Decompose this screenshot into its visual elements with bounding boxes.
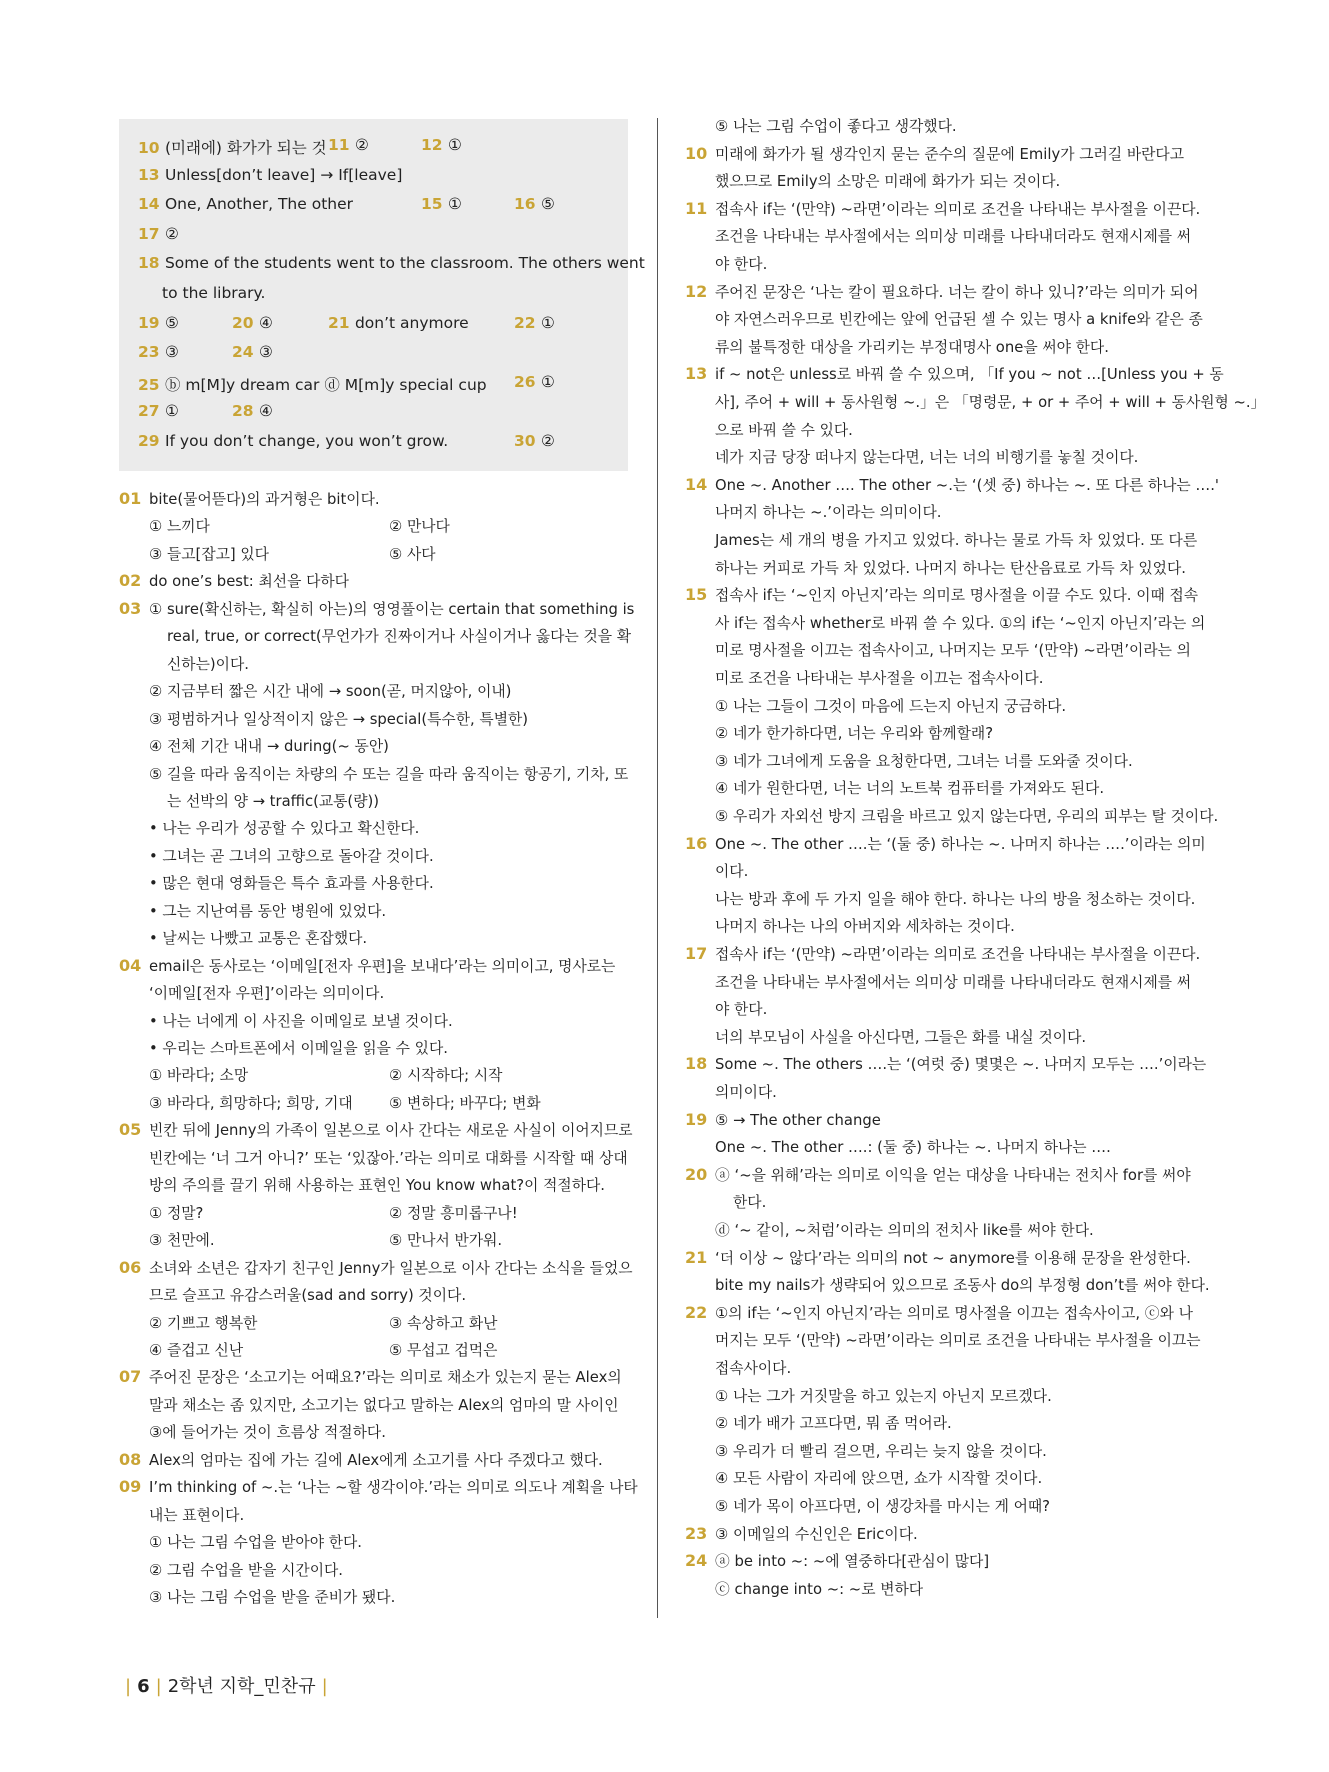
explanation-line: ④ 즐겁고 신난 <box>149 1341 244 1359</box>
explanation-line: 했으므로 Emily의 소망은 미래에 화가가 되는 것이다. <box>715 173 1061 191</box>
explanation-line: ⓓ ‘~ 같이, ~처럼’이라는 의미의 전치사 like를 써야 한다. <box>715 1222 1094 1239</box>
question-number: 02 <box>119 571 142 591</box>
explanation-line: 방의 주의를 끌기 위해 사용하는 표현인 You know what?이 적절하다. <box>149 1177 606 1195</box>
explanation-line: 너의 부모님이 사실을 아신다면, 그들은 화를 내실 것이다. <box>715 1028 1087 1046</box>
explanation-line: ① 바라다; 소망 <box>149 1067 249 1085</box>
question-number: 13 <box>685 364 708 384</box>
explanation-option: ③ 속상하고 화난 <box>389 1314 498 1332</box>
explanation-line: ④ 모든 사람이 자리에 앉으면, 쇼가 시작할 것이다. <box>715 1470 1043 1488</box>
answer-text: ① <box>447 195 462 214</box>
explanation-line: Some ~. The others ….는 ‘(여럿 중) 몇몇은 ~. 나머지 모두는 ….’이라는 <box>715 1056 1207 1074</box>
question-number: 12 <box>685 281 708 301</box>
explanation-line: 네가 지금 당장 떠나지 않는다면, 너는 너의 비행기를 놓칠 것이다. <box>715 449 1139 467</box>
answer-text: ⑤ <box>164 313 179 332</box>
explanation-line: 하나는 커피로 가득 차 있었다. 나머지 하나는 탄산음료로 가득 차 있었다. <box>715 559 1186 577</box>
answer-key-item <box>232 343 273 361</box>
footer-title: 2학년 지학_민찬규 <box>167 1676 316 1697</box>
question-number: 16 <box>685 833 708 853</box>
explanation-line: ‘더 이상 ~ 않다’라는 의미의 not ~ anymore를 이용해 문장을 완성한다. <box>715 1249 1191 1267</box>
question-number: 05 <box>119 1120 142 1140</box>
answer-number: 24 <box>232 343 259 362</box>
answer-text: ② <box>354 136 369 154</box>
explanation-line: 나머지 하나는 ~.’이라는 의미이다. <box>715 504 942 522</box>
answer-key-item <box>138 166 402 184</box>
answer-number: 19 <box>138 313 165 332</box>
explanation-line: • 우리는 스마트폰에서 이메일을 읽을 수 있다. <box>149 1040 448 1057</box>
answer-number: 15 <box>421 195 448 214</box>
explanation-line: 신하는)이다. <box>167 655 249 673</box>
explanation-option: ② 만나다 <box>389 518 450 536</box>
answer-key-item <box>162 284 265 302</box>
answer-text: to the library. <box>162 284 266 302</box>
explanation-line: • 나는 너에게 이 사진을 이메일로 보낼 것이다. <box>149 1012 453 1030</box>
question-number: 20 <box>685 1164 708 1184</box>
answer-text: ② <box>540 432 555 450</box>
explanation-line: 접속사 if는 ‘(만약) ~라면’이라는 의미로 조건을 나타내는 부사절을 이끈다. <box>715 200 1201 218</box>
explanation-line: ④ 전체 기간 내내 → during(~ 동안) <box>149 738 389 756</box>
explanation-option: ⑤ 만나서 반가워. <box>389 1232 503 1250</box>
question-number: 24 <box>685 1551 708 1571</box>
answer-key-item <box>138 195 353 213</box>
explanation-line: if ~ not은 unless로 바꿔 쓸 수 있으며, 「If you ~ not …[Unless you + 동 <box>715 366 1224 384</box>
explanation-line: do one’s best: 최선을 다하다 <box>149 573 349 591</box>
answer-key-item <box>328 136 369 154</box>
page-footer: | 6 | 2학년 지학_민찬규 | <box>125 1676 328 1697</box>
explanation-line: 조건을 나타내는 부사절에서는 의미상 미래를 나타내더라도 현재시제를 써 <box>715 973 1192 991</box>
answer-key-item <box>232 314 273 332</box>
question-number: 19 <box>685 1109 708 1129</box>
explanation-line: ① 나는 그림 수업을 받아야 한다. <box>149 1534 363 1552</box>
answer-text: ③ <box>164 343 179 362</box>
explanation-line: ③에 들어가는 것이 흐름상 적절하다. <box>149 1424 386 1442</box>
answer-number: 22 <box>514 313 541 332</box>
explanation-line: 머지는 모두 ‘(만약) ~라면’이라는 의미로 조건을 나타내는 부사절을 이끄는 <box>715 1332 1201 1350</box>
explanation-line: ① 느끼다 <box>149 518 210 536</box>
answer-key-item <box>514 195 555 213</box>
explanation-line: James는 세 개의 병을 가지고 있었다. 하나는 물로 가득 차 있었다. 또 다른 <box>715 532 1198 549</box>
answer-key-item <box>514 314 555 332</box>
answer-number: 26 <box>514 372 541 391</box>
explanation-line: 빈칸에는 ‘너 그거 아니?’ 또는 ‘있잖아.’라는 의미로 대화를 시작할 때 상대 <box>149 1149 628 1167</box>
explanation-option: ⑤ 사다 <box>389 545 436 563</box>
explanation-line: • 그녀는 곧 그녀의 고향으로 돌아갈 것이다. <box>149 847 434 865</box>
explanation-line: 류의 불특정한 대상을 가리키는 부정대명사 one을 써야 한다. <box>715 338 1109 356</box>
explanation-line: 야 한다. <box>715 1001 768 1019</box>
page-number: 6 <box>137 1676 150 1697</box>
explanation-line: ①의 if는 ‘~인지 아닌지’라는 의미로 명사절을 이끄는 접속사이고, ⓒ와 나 <box>715 1304 1193 1322</box>
explanation-line: ⑤ 우리가 자외선 방지 크림을 바르고 있지 않는다면, 우리의 피부는 탈 것이다. <box>715 808 1219 825</box>
explanation-line: 는 선박의 양 → traffic(교통(량)) <box>167 792 380 810</box>
explanation-line: bite(물어뜯다)의 과거형은 bit이다. <box>149 491 380 508</box>
answer-text: (미래에) 화가가 되는 것 <box>164 139 327 157</box>
explanation-line: ⑤ 길을 따라 움직이는 차량의 수 또는 길을 따라 움직이는 항공기, 기차, 또 <box>149 765 629 783</box>
answer-text: ① <box>540 313 555 332</box>
explanation-line: 나는 방과 후에 두 가지 일을 해야 한다. 하나는 나의 방을 청소하는 것이다. <box>715 890 1196 908</box>
explanation-line: • 그는 지난여름 동안 병원에 있었다. <box>149 902 387 920</box>
explanation-line: 빈칸 뒤에 Jenny의 가족이 일본으로 이사 간다는 새로운 사실이 이어지므로 <box>149 1122 633 1140</box>
explanation-line: 미로 명사절을 이끄는 접속사이고, 나머지는 모두 ‘(만약) ~라면’이라는 의 <box>715 642 1191 660</box>
explanation-line: I’m thinking of ~.는 ‘나는 ~할 생각이야.’라는 의미로 의도나 계획을 나타 <box>149 1479 638 1497</box>
answer-number: 23 <box>138 343 165 362</box>
explanation-line: ② 네가 배가 고프다면, 뭐 좀 먹어라. <box>715 1415 952 1433</box>
explanation-line: • 날씨는 나빴고 교통은 혼잡했다. <box>149 930 368 948</box>
explanation-line: ③ 평범하거나 일상적이지 않은 → special(특수한, 특별한) <box>149 710 529 728</box>
answer-number: 17 <box>138 224 165 243</box>
answer-number: 13 <box>138 165 165 184</box>
explanation-line: 내는 표현이다. <box>149 1506 245 1524</box>
explanation-line: ⓐ ‘~을 위해’라는 의미로 이익을 얻는 대상을 나타내는 전치사 for를 써야 <box>715 1166 1191 1184</box>
answer-text: Unless[don’t leave] → If[leave] <box>164 165 403 184</box>
answer-key-item <box>328 314 469 332</box>
explanation-line: 므로 슬프고 유감스러울(sad and sorry) 것이다. <box>149 1287 467 1305</box>
explanation-line: ② 그림 수업을 받을 시간이다. <box>149 1561 344 1579</box>
column-divider <box>657 118 658 1618</box>
explanation-line: 야 자연스러우므로 빈칸에는 앞에 언급된 셀 수 있는 명사 a knife와 같은 종 <box>715 311 1203 329</box>
explanation-line: • 나는 우리가 성공할 수 있다고 확신한다. <box>149 820 420 838</box>
explanation-line: ④ 네가 원한다면, 너는 너의 노트북 컴퓨터를 가져와도 된다. <box>715 780 1105 798</box>
explanation-line: 조건을 나타내는 부사절에서는 의미상 미래를 나타내더라도 현재시제를 써 <box>715 228 1192 246</box>
answer-text: If you don’t change, you won’t grow. <box>164 432 449 450</box>
answer-text: ① <box>540 372 555 391</box>
answer-number: 27 <box>138 402 165 421</box>
answer-key-item <box>138 343 179 361</box>
explanation-line: Alex의 엄마는 집에 가는 길에 Alex에게 소고기를 사다 주겠다고 했다. <box>149 1451 603 1469</box>
answer-text: ③ <box>258 343 273 362</box>
question-number: 18 <box>685 1054 708 1074</box>
explanation-line: ① 정말? <box>149 1204 204 1222</box>
explanation-option: ② 정말 흥미롭구나! <box>389 1204 518 1222</box>
explanation-line: ⑤ 네가 목이 아프다면, 이 생강차를 마시는 게 어때? <box>715 1498 1051 1515</box>
explanation-line: ③ 우리가 더 빨리 걸으면, 우리는 늦지 않을 것이다. <box>715 1442 1047 1460</box>
explanation-line: 한다. <box>733 1194 767 1212</box>
explanation-line: ③ 네가 그녀에게 도움을 요청한다면, 그녀는 너를 도와줄 것이다. <box>715 752 1133 770</box>
answer-key-item <box>138 136 327 158</box>
explanation-line: ① sure(확신하는, 확실히 아는)의 영영풀이는 certain that something is <box>149 600 635 618</box>
explanation-line: 접속사 if는 ‘~인지 아닌지’라는 의미로 명사절을 이끌 수도 있다. 이때 접속 <box>715 587 1199 605</box>
explanation-line: ③ 천만에. <box>149 1232 215 1250</box>
answer-key-item <box>138 314 179 332</box>
answer-key-item <box>138 254 645 272</box>
answer-text: ④ <box>258 402 273 421</box>
explanation-line: 주어진 문장은 ‘소고기는 어때요?’라는 의미로 채소가 있는지 묻는 Alex의 <box>149 1369 622 1387</box>
explanation-line: ⑤ 나는 그림 수업이 좋다고 생각했다. <box>715 118 957 135</box>
answer-number: 25 <box>138 375 165 394</box>
explanation-line: ⓒ change into ~: ~로 변하다 <box>715 1580 924 1598</box>
explanation-line: ⑤ → The other change <box>715 1111 881 1129</box>
question-number: 11 <box>685 198 708 218</box>
explanation-line: 으로 바꿔 쓸 수 있다. <box>715 421 853 439</box>
explanation-line: ⓐ be into ~: ~에 열중하다[관심이 많다] <box>715 1553 990 1571</box>
question-number: 22 <box>685 1302 708 1322</box>
explanation-line: One ~. Another …. The other ~.는 ‘(셋 중) 하나는 ~. 또 다른 하나는 ….' <box>715 476 1219 494</box>
question-number: 15 <box>685 585 708 605</box>
answer-number: 18 <box>138 254 165 273</box>
explanation-line: 나머지 하나는 나의 아버지와 세차하는 것이다. <box>715 918 1015 936</box>
explanation-option: ② 시작하다; 시작 <box>389 1067 503 1085</box>
answer-text: Some of the students went to the classroom. The others went <box>164 254 645 273</box>
answer-text: ① <box>447 136 462 154</box>
explanation-line: 접속사이다. <box>715 1360 792 1377</box>
answer-number: 10 <box>138 139 165 157</box>
explanation-line: 말과 채소는 좀 있지만, 소고기는 없다고 말하는 Alex의 엄마의 말 사이인 <box>149 1396 619 1414</box>
answer-number: 12 <box>421 136 448 154</box>
answer-text: don’t anymore <box>354 313 469 332</box>
explanation-line: ③ 이메일의 수신인은 Eric이다. <box>715 1525 918 1543</box>
answer-text: ① <box>164 402 179 421</box>
explanation-line: 이다. <box>715 863 749 881</box>
answer-text: ④ <box>258 313 273 332</box>
explanation-line: ③ 나는 그림 수업을 받을 준비가 됐다. <box>149 1589 396 1606</box>
answer-number: 21 <box>328 313 355 332</box>
explanation-line: ① 나는 그가 거짓말을 하고 있는지 아닌지 모르겠다. <box>715 1387 1052 1405</box>
explanation-line: 미래에 화가가 될 생각인지 묻는 준수의 질문에 Emily가 그러길 바란다고 <box>715 145 1185 163</box>
answer-key-item <box>514 432 555 450</box>
explanation-line: email은 동사로는 ‘이메일[전자 우편]을 보내다’라는 의미이고, 명사로는 <box>149 957 616 975</box>
question-number: 01 <box>119 489 142 508</box>
explanation-line: One ~. The other ….는 ‘(둘 중) 하나는 ~. 나머지 하나는 ….’이라는 의미 <box>715 835 1206 853</box>
explanation-line: 사 if는 접속사 whether로 바꿔 쓸 수 있다. ①의 if는 ‘~인지 아닌지’라는 의 <box>715 614 1206 632</box>
explanation-line: ‘이메일[전자 우편]’이라는 의미이다. <box>149 985 385 1003</box>
answer-key-item <box>421 195 462 213</box>
explanation-line: One ~. The other ….: (둘 중) 하나는 ~. 나머지 하나는 …. <box>715 1139 1111 1157</box>
answer-number: 30 <box>514 432 541 450</box>
answer-key-item <box>138 373 487 395</box>
answer-text: ⑤ <box>540 195 555 214</box>
question-number: 09 <box>119 1477 142 1497</box>
explanation-line: real, true, or correct(무언가가 진짜이거나 사실이거나 옳다는 것을 확 <box>167 628 632 646</box>
explanation-line: 주어진 문장은 ‘나는 칼이 필요하다. 너는 칼이 하나 있니?’라는 의미가 되어 <box>715 283 1199 301</box>
question-number: 04 <box>119 955 142 975</box>
explanation-line: ① 나는 그들이 그것이 마음에 드는지 아닌지 궁금하다. <box>715 697 1067 715</box>
answer-number: 16 <box>514 195 541 214</box>
question-number: 14 <box>685 474 708 494</box>
question-number: 23 <box>685 1523 708 1543</box>
explanation-line: 야 한다. <box>715 256 768 273</box>
question-number: 08 <box>119 1449 142 1469</box>
answer-text: One, Another, The other <box>164 195 354 214</box>
question-number: 10 <box>685 143 708 163</box>
answer-number: 29 <box>138 432 165 450</box>
answer-number: 20 <box>232 313 259 332</box>
explanation-line: ② 네가 한가하다면, 너는 우리와 함께할래? <box>715 725 994 743</box>
explanation-line: ② 지금부터 짧은 시간 내에 → soon(곧, 머지않아, 이내) <box>149 683 512 701</box>
question-number: 03 <box>119 598 142 618</box>
answer-number: 28 <box>232 402 259 421</box>
answer-key-item <box>138 402 179 420</box>
explanation-line: 의미이다. <box>715 1084 777 1101</box>
answer-text: ② <box>164 224 179 243</box>
question-number: 06 <box>119 1257 142 1277</box>
explanation-option: ⑤ 변하다; 바꾸다; 변화 <box>389 1094 541 1112</box>
explanation-line: bite my nails가 생략되어 있으므로 조동사 do의 부정형 don’t를 써야 한다. <box>715 1277 1210 1295</box>
explanation-line: ③ 바라다, 희망하다; 희망, 기대 <box>149 1094 353 1112</box>
answer-number: 11 <box>328 136 355 154</box>
answer-key-item <box>421 136 462 154</box>
answer-key-item <box>138 225 179 243</box>
answer-key-item <box>232 402 273 420</box>
question-number: 07 <box>119 1367 142 1387</box>
question-number: 21 <box>685 1247 708 1267</box>
explanation-line: 미로 조건을 나타내는 부사절을 이끄는 접속사이다. <box>715 670 1044 687</box>
explanation-line: ② 기쁘고 행복한 <box>149 1314 258 1332</box>
explanation-line: 접속사 if는 ‘(만약) ~라면’이라는 의미로 조건을 나타내는 부사절을 이끈다. <box>715 946 1201 963</box>
answer-text: ⓑ m[M]y dream car ⓓ M[m]y special cup <box>164 375 487 394</box>
explanation-line: • 많은 현대 영화들은 특수 효과를 사용한다. <box>149 875 434 893</box>
answer-key-item <box>138 432 448 450</box>
explanation-line: ③ 들고[잡고] 있다 <box>149 545 269 563</box>
answer-key-item <box>514 373 555 391</box>
explanation-line: 사], 주어 + will + 동사원형 ~.」은 「명령문, + or + 주어 + will + 동사원형 ~.」 <box>715 394 1266 411</box>
question-number: 17 <box>685 944 708 963</box>
explanation-line: 소녀와 소년은 갑자기 친구인 Jenny가 일본으로 이사 간다는 소식을 들었으 <box>149 1259 633 1277</box>
explanation-option: ⑤ 무섭고 겁먹은 <box>389 1341 498 1359</box>
answer-number: 14 <box>138 195 165 214</box>
